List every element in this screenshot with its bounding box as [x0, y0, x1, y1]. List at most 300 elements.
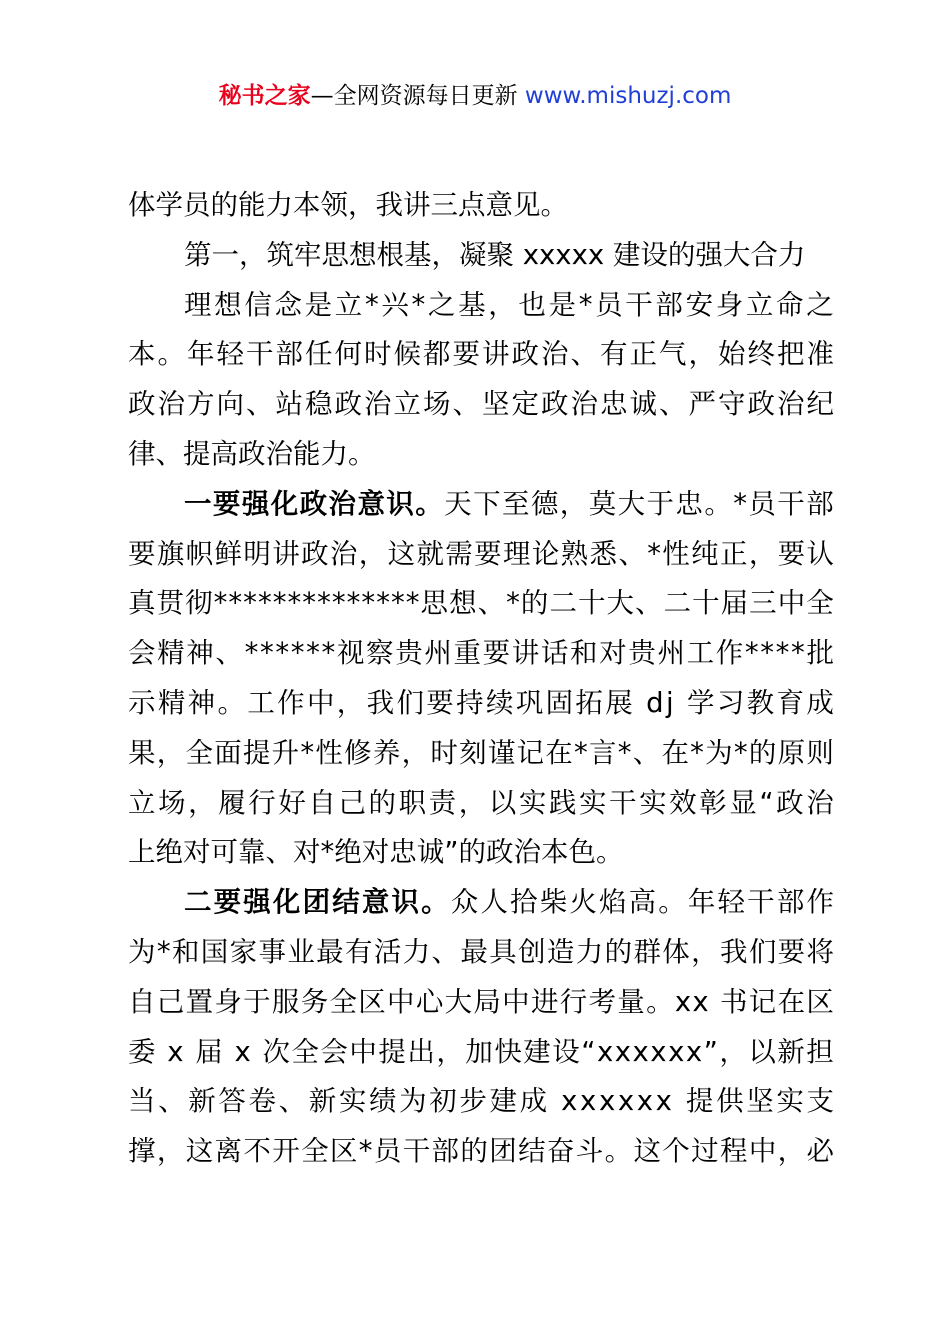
text-char: 十: [577, 587, 606, 620]
text-char: 出: [407, 1035, 435, 1068]
text-char: 局: [473, 985, 501, 1018]
text-char: [252, 1028, 261, 1078]
text-char: 定: [511, 388, 539, 421]
text-char: 记: [748, 985, 777, 1018]
text-char: 个: [662, 1135, 690, 1168]
text-char: 结: [518, 1135, 546, 1168]
text-char: 卷: [248, 1085, 276, 1118]
text-char: 纪: [806, 388, 834, 421]
text-char: 治: [328, 487, 357, 520]
text-char: 全: [185, 736, 213, 769]
text-char: 十: [692, 587, 720, 620]
text-char: 是: [548, 288, 577, 321]
text-char: 支: [806, 1085, 834, 1118]
text-char: 一: [184, 487, 212, 520]
text-char: ”: [703, 1035, 718, 1068]
text-char: 要: [213, 886, 242, 919]
text-char: 干: [747, 886, 775, 919]
text-char: 干: [246, 338, 274, 371]
text-char: x: [636, 1085, 654, 1118]
text-char: 立: [393, 388, 421, 421]
text-char: 新: [308, 1085, 337, 1118]
text-char: *: [760, 637, 775, 670]
text-char: x: [617, 1085, 635, 1118]
text-char: 政: [541, 388, 569, 421]
text-char: 部: [655, 288, 683, 321]
text-char: 治: [157, 388, 185, 421]
text-char: 区: [329, 1135, 358, 1168]
text-char: 有: [345, 935, 373, 968]
text-char: 效: [669, 786, 697, 819]
text-char: 中: [349, 1035, 377, 1068]
text-char: 立: [334, 288, 363, 321]
text-char: 都: [423, 338, 451, 371]
text-char: 活: [373, 935, 402, 968]
site-header: [0, 78, 950, 114]
text-char: 于: [243, 985, 271, 1018]
text-char: 部: [806, 487, 834, 520]
text-char: 为: [128, 935, 156, 968]
text-char: 治: [329, 537, 358, 570]
text-char: 则: [806, 736, 834, 769]
text-char: 要: [777, 537, 806, 570]
text-char: 答: [218, 1085, 246, 1118]
text-char: 结: [332, 886, 360, 919]
text-char: 巩: [515, 686, 544, 719]
text-char: 要: [426, 686, 454, 719]
text-char: 二: [549, 587, 577, 620]
text-line: [128, 231, 834, 281]
text-char: 自: [128, 985, 156, 1018]
text-char: 快: [494, 1035, 522, 1068]
text-char: 好: [278, 786, 306, 819]
text-char: 信: [244, 288, 272, 321]
site-url-link[interactable]: www.mishuzj.com: [524, 83, 732, 109]
text-char: 强: [241, 487, 270, 520]
text-char: 届: [195, 1035, 223, 1068]
text-char: [676, 679, 685, 729]
text-char: 全: [291, 1035, 319, 1068]
text-char: 心: [415, 985, 444, 1018]
text-char: *: [744, 637, 759, 670]
text-char: 理: [184, 288, 212, 321]
text-line: [128, 430, 834, 480]
text-char: [224, 1028, 233, 1078]
text-char: x: [674, 985, 692, 1018]
text-char: 神: [187, 686, 216, 719]
text-char: 讲: [511, 637, 540, 670]
text-char: 务: [300, 985, 329, 1018]
text-char: 思: [420, 587, 449, 620]
text-char: 。: [658, 886, 686, 919]
text-char: 团: [489, 1135, 517, 1168]
text-char: ，: [436, 1035, 464, 1068]
text-char: 化: [270, 487, 299, 520]
text-char: 作: [806, 886, 834, 919]
text-char: 创: [518, 935, 546, 968]
text-char: 在: [545, 736, 573, 769]
text-char: 建: [523, 1035, 551, 1068]
text-char: 自: [308, 786, 336, 819]
text-char: 强: [243, 886, 271, 919]
text-char: 固: [545, 686, 574, 719]
text-line: [128, 579, 834, 629]
text-char: *: [578, 288, 593, 321]
text-char: 作: [715, 637, 744, 670]
text-char: ，: [688, 338, 716, 371]
text-char: 国: [200, 935, 229, 968]
text-line: [128, 629, 834, 679]
site-brand: 秘书之家: [218, 83, 311, 109]
document-body: [128, 181, 834, 1177]
text-char: 、: [246, 388, 274, 421]
text-char: 正: [719, 537, 748, 570]
text-char: 、: [618, 537, 646, 570]
text-char: 命: [776, 288, 804, 321]
text-line: [128, 480, 834, 530]
text-char: 新: [777, 1035, 805, 1068]
text-char: 悉: [589, 537, 617, 570]
text-char: 守: [718, 388, 746, 421]
text-char: 进: [530, 985, 559, 1018]
text-char: 治: [541, 338, 569, 371]
text-char: 轻: [717, 886, 746, 919]
text-char: 准: [806, 338, 834, 371]
text-char: 、: [477, 587, 506, 620]
text-char: *: [287, 587, 302, 620]
text-char: 批: [806, 637, 834, 670]
text-char: 必: [806, 1135, 834, 1168]
text-char: *: [361, 587, 376, 620]
text-char: 升: [271, 736, 300, 769]
text-char: *: [156, 935, 171, 968]
text-char: 们: [396, 686, 424, 719]
text-char: 意: [361, 886, 390, 919]
text-char: 识: [391, 886, 419, 919]
text-char: 、: [158, 1085, 186, 1118]
text-char: x: [632, 1035, 649, 1068]
text-char: 、: [632, 736, 661, 769]
text-char: 、: [570, 338, 598, 371]
text-char: x: [668, 1035, 685, 1068]
text-char: *: [733, 736, 748, 769]
text-char: 。: [604, 1135, 633, 1168]
text-char: 体: [662, 935, 690, 968]
text-char: 新: [188, 1085, 216, 1118]
text-char: 。: [415, 487, 443, 520]
site-tagline: —全网资源每日更新: [310, 83, 518, 109]
text-char: 明: [243, 537, 271, 570]
text-char: *: [259, 637, 274, 670]
text-char: 加: [465, 1035, 493, 1068]
text-char: 设: [552, 1035, 580, 1068]
text-char: 治: [777, 388, 805, 421]
text-char: 中: [502, 985, 530, 1018]
text-line: [128, 729, 834, 779]
text-char: 会: [320, 1035, 348, 1068]
text-char: 量: [617, 985, 645, 1018]
text-char: 就: [416, 537, 444, 570]
text-char: 干: [625, 288, 653, 321]
text-char: [710, 978, 719, 1028]
text-segment: 律、提高政治能力。: [128, 437, 376, 470]
text-char: 员: [748, 487, 776, 520]
text-char: 记: [516, 736, 545, 769]
text-char: 、: [659, 388, 687, 421]
text-char: 。: [646, 985, 674, 1018]
text-char: x: [580, 1085, 597, 1118]
text-char: 、: [278, 1085, 307, 1118]
text-char: 全: [301, 1135, 329, 1168]
text-char: 身: [715, 288, 744, 321]
text-char: 化: [272, 886, 301, 919]
text-char: *: [300, 736, 315, 769]
text-char: 真: [128, 587, 156, 620]
text-char: 的: [604, 935, 633, 968]
text-char: 忠: [675, 487, 703, 520]
text-char: 干: [402, 1135, 431, 1168]
text-char: 大: [617, 487, 646, 520]
text-char: 二: [663, 587, 692, 620]
text-char: 面: [214, 736, 242, 769]
text-char: 始: [718, 338, 746, 371]
text-char: *: [228, 587, 243, 620]
text-char: 要: [482, 637, 511, 670]
text-char: 群: [633, 935, 661, 968]
text-char: 部: [275, 338, 303, 371]
text-line: [128, 779, 834, 829]
text-char: 想: [449, 587, 477, 620]
text-char: 己: [156, 985, 185, 1018]
text-char: 将: [806, 935, 834, 968]
text-char: 火: [569, 886, 597, 919]
text-char: 政: [747, 388, 775, 421]
text-char: *: [358, 1135, 373, 1168]
text-line: [128, 181, 834, 231]
text-char: ，: [156, 736, 185, 769]
text-char: *: [411, 288, 426, 321]
text-char: [157, 1028, 166, 1078]
text-char: 神: [186, 637, 214, 670]
text-char: 、: [635, 587, 663, 620]
text-char: 和: [570, 637, 598, 670]
text-char: *: [317, 587, 331, 620]
text-char: 气: [659, 338, 687, 371]
text-char: 坚: [482, 388, 510, 421]
text-char: 政: [334, 388, 362, 421]
text-char: 站: [275, 388, 303, 421]
text-char: 念: [274, 288, 302, 321]
text-char: 识: [386, 487, 414, 520]
text-char: *: [331, 587, 346, 620]
text-line: [128, 1127, 834, 1177]
text-char: 贵: [395, 637, 423, 670]
text-char: 考: [588, 985, 616, 1018]
text-char: 年: [687, 886, 716, 919]
text-char: 要: [128, 537, 156, 570]
text-char: 成: [806, 686, 834, 719]
text-char: ，: [188, 786, 216, 819]
text-char: 场: [423, 388, 451, 421]
text-char: 实: [776, 1085, 804, 1118]
text-char: [675, 1077, 684, 1127]
text-char: 持: [456, 686, 484, 719]
text-char: 己: [338, 786, 366, 819]
text-char: 造: [546, 935, 575, 968]
text-char: 显: [729, 786, 757, 819]
text-segment: 第一，筑牢思想根基，凝聚 xxxxx 建设的强大合力: [184, 238, 806, 271]
text-char: 中: [306, 686, 335, 719]
text-char: 初: [429, 1085, 457, 1118]
text-char: 纯: [691, 537, 719, 570]
text-char: 学: [687, 686, 715, 719]
text-char: 向: [216, 388, 244, 421]
text-char: *: [376, 587, 390, 620]
text-line: [128, 281, 834, 331]
text-char: 至: [501, 487, 530, 520]
text-char: 奋: [546, 1135, 575, 1168]
text-char: 。: [217, 686, 245, 719]
text-char: 本: [128, 338, 156, 371]
text-char: 干: [777, 487, 805, 520]
text-char: 、: [431, 935, 460, 968]
text-char: 中: [777, 587, 806, 620]
text-char: 熟: [560, 537, 589, 570]
text-char: 要: [777, 935, 806, 968]
text-char: *: [275, 637, 290, 670]
text-char: 家: [229, 935, 258, 968]
text-char: 当: [128, 1085, 156, 1118]
text-char: 大: [444, 985, 473, 1018]
text-line: [128, 878, 834, 928]
text-char: 提: [242, 736, 271, 769]
text-char: ，: [691, 935, 719, 968]
text-char: 高: [628, 886, 657, 919]
text-char: 坚: [746, 1085, 774, 1118]
text-char: 以: [748, 1035, 776, 1068]
text-line: [128, 679, 834, 729]
text-char: 中: [748, 1135, 777, 1168]
text-char: 最: [460, 935, 488, 968]
text-char: 委: [128, 1035, 156, 1068]
text-char: 讲: [272, 537, 300, 570]
text-char: *: [775, 637, 790, 670]
text-char: 行: [248, 786, 276, 819]
text-segment: 体学员的能力本领，我讲三点意见。: [128, 189, 568, 221]
text-char: [185, 1028, 194, 1078]
text-char: *: [574, 736, 588, 769]
text-char: 众: [450, 886, 479, 919]
text-char: 这: [185, 1135, 214, 1168]
text-char: 全: [329, 985, 357, 1018]
text-char: 察: [366, 637, 394, 670]
text-char: 书: [720, 985, 748, 1018]
text-char: *: [290, 637, 305, 670]
text-char: 最: [316, 935, 344, 968]
text-char: 提: [685, 1085, 714, 1118]
text-char: 不: [243, 1135, 271, 1168]
text-char: 言: [588, 736, 617, 769]
text-char: 实: [518, 786, 547, 819]
text-char: x: [685, 1035, 703, 1068]
text-char: 次: [262, 1035, 290, 1068]
text-char: 讲: [482, 338, 510, 371]
text-char: 们: [748, 935, 777, 968]
text-char: 拾: [510, 886, 538, 919]
text-char: 我: [719, 935, 748, 968]
text-char: 工: [686, 637, 715, 670]
text-char: ，: [719, 1035, 747, 1068]
text-char: 彰: [699, 786, 727, 819]
text-char: 绩: [369, 1085, 397, 1118]
text-char: d: [646, 686, 664, 719]
text-char: 斗: [575, 1135, 604, 1168]
text-char: 焰: [598, 886, 627, 919]
text-char: 践: [548, 786, 577, 819]
text-char: x: [692, 985, 709, 1018]
text-char: 终: [747, 338, 775, 371]
text-char: 作: [277, 686, 305, 719]
text-char: 政: [511, 338, 539, 371]
text-char: 力: [575, 935, 604, 968]
text-char: *: [346, 587, 361, 620]
text-char: 性: [662, 537, 690, 570]
text-char: 何: [334, 338, 362, 371]
text-char: 政: [128, 388, 156, 421]
text-char: 时: [364, 338, 392, 371]
text-char: 习: [716, 686, 745, 719]
text-char: 想: [214, 288, 242, 321]
text-char: 工: [247, 686, 275, 719]
text-char: 要: [212, 487, 241, 520]
text-char: 这: [387, 537, 416, 570]
text-char: 在: [777, 985, 806, 1018]
text-char: 。: [704, 487, 732, 520]
text-char: 视: [336, 637, 365, 670]
text-char: ，: [748, 537, 777, 570]
text-char: 的: [460, 1135, 488, 1168]
text-char: *: [243, 587, 257, 620]
text-line: [128, 1028, 834, 1078]
text-char: *: [321, 637, 336, 670]
text-char: 安: [685, 288, 714, 321]
text-char: 有: [600, 338, 628, 371]
text-char: *: [405, 587, 420, 620]
text-char: 修: [344, 736, 372, 769]
text-char: 正: [629, 338, 657, 371]
text-char: *: [733, 487, 747, 520]
text-char: 论: [531, 537, 560, 570]
text-char: 要: [474, 537, 502, 570]
text-char: 实: [639, 786, 667, 819]
text-char: 中: [387, 985, 415, 1018]
text-char: 立: [128, 786, 156, 819]
text-char: 诚: [629, 388, 657, 421]
text-line: [128, 330, 834, 380]
text-char: 业: [287, 935, 315, 968]
text-char: 。: [157, 338, 185, 371]
text-char: 基: [458, 288, 486, 321]
text-char: 治: [364, 388, 392, 421]
text-char: 性: [315, 736, 343, 769]
text-char: 重: [453, 637, 481, 670]
text-char: 员: [595, 288, 623, 321]
text-char: *: [690, 736, 704, 769]
text-char: 区: [358, 985, 386, 1018]
text-char: 供: [716, 1085, 744, 1118]
text-char: 展: [605, 686, 633, 719]
text-char: 会: [128, 637, 156, 670]
